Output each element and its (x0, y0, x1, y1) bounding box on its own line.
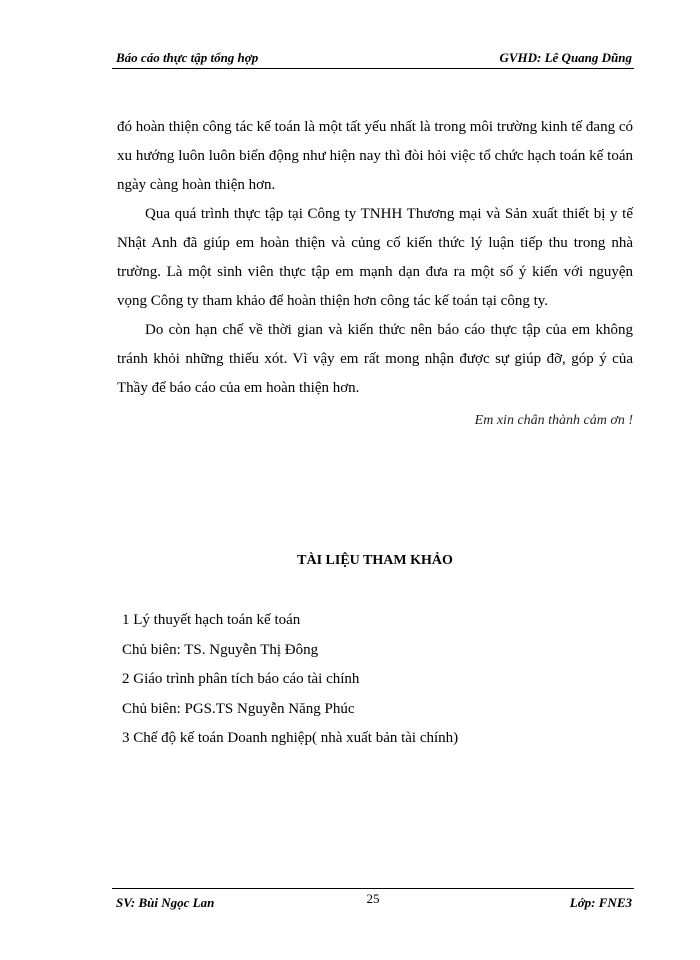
page-header (112, 48, 634, 69)
student-name: SV: Bùi Ngọc Lan (116, 895, 215, 910)
supervisor-name: GVHD: Lê Quang Dũng (499, 50, 632, 65)
report-title: Báo cáo thực tập tổng hợp (116, 50, 259, 65)
reference-item: 2 Giáo trình phân tích báo cáo tài chính (122, 671, 360, 687)
references-title: TÀI LIỆU THAM KHẢO (297, 553, 453, 568)
body-text (117, 113, 633, 403)
references-list (122, 606, 622, 754)
paragraph-3: Do còn hạn chế về thời gian và kiến thức nên báo cáo thực tập của em không tránh khỏi những thiếu xót. Vì vậy em rất mong nhận được sự giúp đỡ, góp ý của Thầy để báo cáo của em hoàn thiện hơn. (117, 322, 633, 396)
page-footer (112, 888, 634, 911)
page-number: 25 (366, 891, 380, 906)
reference-item: Chủ biên: TS. Nguyễn Thị Đông (122, 641, 319, 658)
reference-item: 1 Lý thuyết hạch toán kế toán (122, 612, 301, 628)
reference-item: 3 Chế độ kế toán Doanh nghiệp( nhà xuất bản tài chính) (122, 730, 459, 746)
paragraph-1: đó hoàn thiện công tác kế toán là một tất yếu nhất là trong môi trường kinh tế đang có xu hướng luôn luôn biến động như hiện nay thì đòi hỏi việc tổ chức hạch toán kế toán ngày càng hoàn thiện hơn. (117, 119, 633, 193)
class-name: Lớp: FNE3 (569, 895, 632, 910)
reference-item: Chủ biên: PGS.TS Nguyễn Năng Phúc (122, 700, 355, 717)
closing-thanks: Em xin chân thành cảm ơn ! (474, 413, 633, 428)
paragraph-2: Qua quá trình thực tập tại Công ty TNHH Thương mại và Sản xuất thiết bị y tế Nhật Anh đã giúp em hoàn thiện và củng cố kiến thức lý luận tiếp thu trong nhà trường. Là một sinh viên thực tập em mạnh dạn đưa ra một số ý kiến với nguyện vọng Công ty tham khảo để hoàn thiện hơn công tác kế toán tại công ty. (117, 206, 633, 309)
